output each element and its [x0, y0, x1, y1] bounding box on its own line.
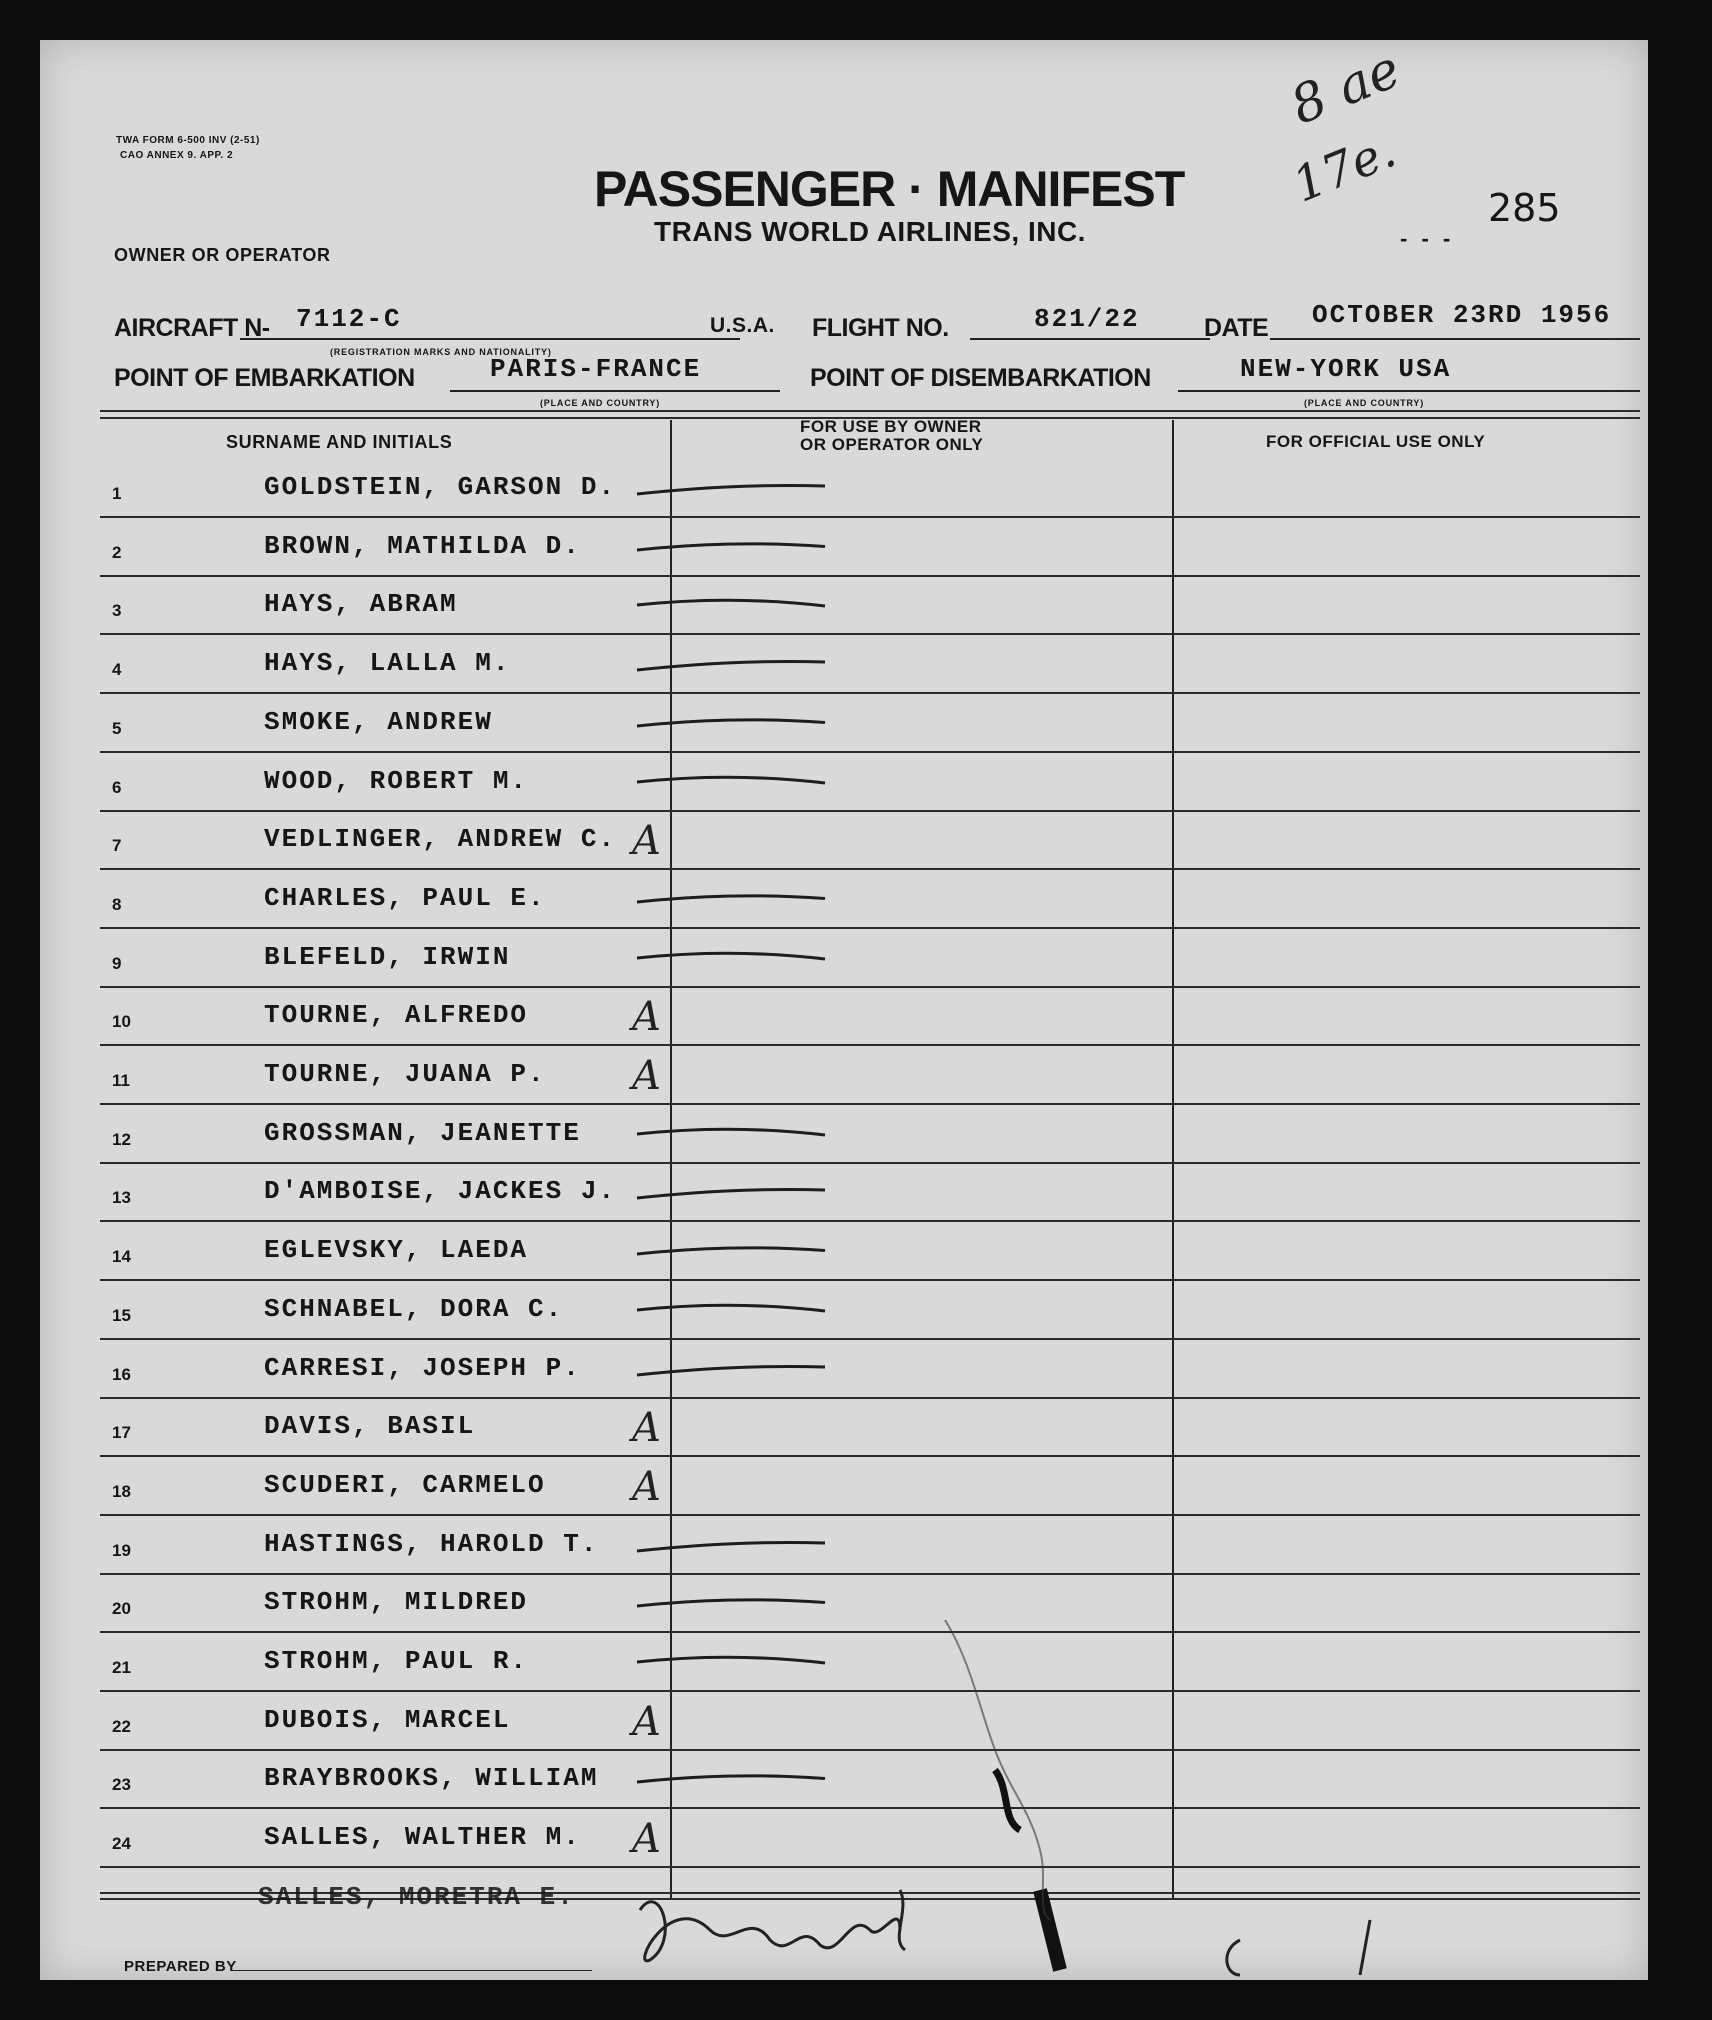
passenger-name: TOURNE, JUANA P.	[264, 1059, 546, 1089]
check-dash-mark	[635, 474, 835, 504]
passenger-name: GROSSMAN, JEANETTE	[264, 1117, 581, 1148]
form-code-line-2: CAO ANNEX 9. APP. 2	[120, 150, 234, 161]
extra-passenger-name: SALLES, MORETRA E.	[258, 1882, 575, 1912]
row-number: 6	[112, 777, 122, 797]
check-dash-mark	[635, 768, 835, 798]
alien-mark: A	[632, 1816, 661, 1863]
row-number: 3	[112, 601, 122, 621]
passenger-name: CHARLES, PAUL E.	[264, 882, 546, 913]
passenger-name: DAVIS, BASIL	[264, 1411, 476, 1442]
alien-mark: A	[632, 1405, 661, 1452]
passenger-name: D'AMBOISE, JACKES J.	[264, 1176, 617, 1207]
check-dash-mark	[635, 1765, 835, 1795]
passenger-name: BRAYBROOKS, WILLIAM	[264, 1763, 599, 1794]
passenger-name: SCHNABEL, DORA C.	[264, 1293, 564, 1324]
check-dash-mark	[635, 1237, 835, 1267]
check-dash-mark	[635, 533, 835, 563]
row-number: 14	[112, 1247, 131, 1267]
airline-name: TRANS WORLD AIRLINES, INC.	[654, 216, 1086, 247]
disembarkation-label: POINT OF DISEMBARKATION	[810, 364, 1151, 392]
date-value: OCTOBER 23RD 1956	[1312, 300, 1612, 330]
row-number: 9	[112, 953, 122, 973]
check-dash-mark	[635, 650, 835, 680]
passenger-name: STROHM, MILDRED	[264, 1587, 529, 1618]
disembarkation-caption: (PLACE AND COUNTRY)	[1304, 398, 1425, 408]
owner-use-column-header: FOR USE BY OWNER OR OPERATOR ONLY	[800, 417, 984, 454]
check-dash-mark	[635, 709, 835, 739]
surname-column-header: SURNAME AND INITIALS	[226, 432, 453, 452]
row-number: 13	[112, 1188, 131, 1208]
page-title: PASSENGER · MANIFEST	[594, 161, 1185, 217]
date-label: DATE	[1204, 314, 1269, 342]
check-dash-mark	[635, 1589, 835, 1619]
check-dash-mark	[635, 591, 835, 621]
row-number: 10	[112, 1012, 131, 1032]
row-number: 5	[112, 718, 122, 738]
check-dash-mark	[635, 1178, 835, 1208]
passenger-name: SMOKE, ANDREW	[264, 706, 493, 737]
row-number: 4	[112, 660, 122, 680]
embarkation-caption: (PLACE AND COUNTRY)	[540, 398, 661, 408]
passenger-name: STROHM, PAUL R.	[264, 1646, 529, 1676]
dash-mark: - - -	[1400, 226, 1455, 251]
check-dash-mark	[635, 1355, 835, 1385]
row-number: 7	[112, 836, 122, 856]
passenger-name: CARRESI, JOSEPH P.	[264, 1352, 581, 1383]
owner-operator-label: OWNER OR OPERATOR	[114, 245, 331, 265]
row-number: 15	[112, 1305, 131, 1325]
handwritten-note-1: 8 ae	[1282, 39, 1409, 137]
passenger-name: BROWN, MATHILDA D.	[264, 530, 581, 561]
row-number: 24	[112, 1834, 131, 1854]
passenger-name: HAYS, ABRAM	[264, 589, 458, 620]
row-number: 17	[112, 1423, 131, 1443]
prepared-by-label: PREPARED BY	[124, 1958, 237, 1975]
paper-crease	[940, 1620, 1080, 1920]
check-dash-mark	[635, 1120, 835, 1150]
check-dash-mark	[635, 944, 835, 974]
row-number: 16	[112, 1364, 131, 1384]
manifest-sheet	[40, 40, 1648, 1980]
check-dash-mark	[635, 1531, 835, 1561]
row-number: 11	[112, 1071, 130, 1090]
form-code-line-1: TWA FORM 6-500 INV (2-51)	[116, 135, 260, 146]
aircraft-value: 7112-C	[296, 304, 402, 334]
official-use-column-header: FOR OFFICIAL USE ONLY	[1266, 432, 1486, 451]
passenger-name: TOURNE, ALFREDO	[264, 1000, 529, 1031]
disembarkation-value: NEW-YORK USA	[1240, 354, 1452, 384]
usa-label: U.S.A.	[710, 314, 775, 337]
check-dash-mark	[635, 1296, 835, 1326]
check-dash-mark	[635, 1648, 835, 1678]
row-number: 22	[112, 1716, 131, 1736]
passenger-name: GOLDSTEIN, GARSON D.	[264, 472, 617, 502]
flight-no-label: FLIGHT NO.	[812, 314, 949, 342]
row-number: 8	[112, 894, 122, 914]
flight-number: 821/22	[1034, 304, 1140, 334]
alien-mark: A	[632, 1698, 661, 1745]
alien-mark: A	[632, 1463, 661, 1510]
passenger-name: WOOD, ROBERT M.	[264, 765, 529, 796]
row-number: 12	[112, 1129, 131, 1149]
aircraft-label: AIRCRAFT N-	[114, 314, 270, 342]
handwritten-note-2: 17e.	[1285, 122, 1404, 214]
row-number: 23	[112, 1775, 131, 1795]
row-number: 20	[112, 1599, 131, 1619]
page-number: 285	[1488, 186, 1561, 230]
row-number: 2	[112, 542, 122, 562]
passenger-name: BLEFELD, IRWIN	[264, 941, 511, 972]
passenger-name: HASTINGS, HAROLD T.	[264, 1528, 599, 1559]
row-number: 18	[112, 1481, 131, 1501]
row-number: 21	[112, 1658, 131, 1677]
alien-mark: A	[632, 818, 661, 865]
check-dash-mark	[635, 885, 835, 915]
row-number: 1	[112, 484, 122, 503]
passenger-name: EGLEVSKY, LAEDA	[264, 1235, 529, 1266]
embarkation-value: PARIS-FRANCE	[490, 354, 702, 384]
passenger-name: HAYS, LALLA M.	[264, 648, 511, 679]
passenger-name: DUBOIS, MARCEL	[264, 1704, 511, 1735]
embarkation-label: POINT OF EMBARKATION	[114, 364, 415, 392]
row-number: 19	[112, 1540, 131, 1560]
alien-mark: A	[632, 994, 661, 1041]
passenger-name: VEDLINGER, ANDREW C.	[264, 824, 617, 855]
passenger-name: SALLES, WALTHER M.	[264, 1822, 581, 1853]
alien-mark: A	[632, 1053, 661, 1099]
registration-caption: (REGISTRATION MARKS AND NATIONALITY)	[330, 347, 552, 357]
passenger-name: SCUDERI, CARMELO	[264, 1469, 546, 1500]
